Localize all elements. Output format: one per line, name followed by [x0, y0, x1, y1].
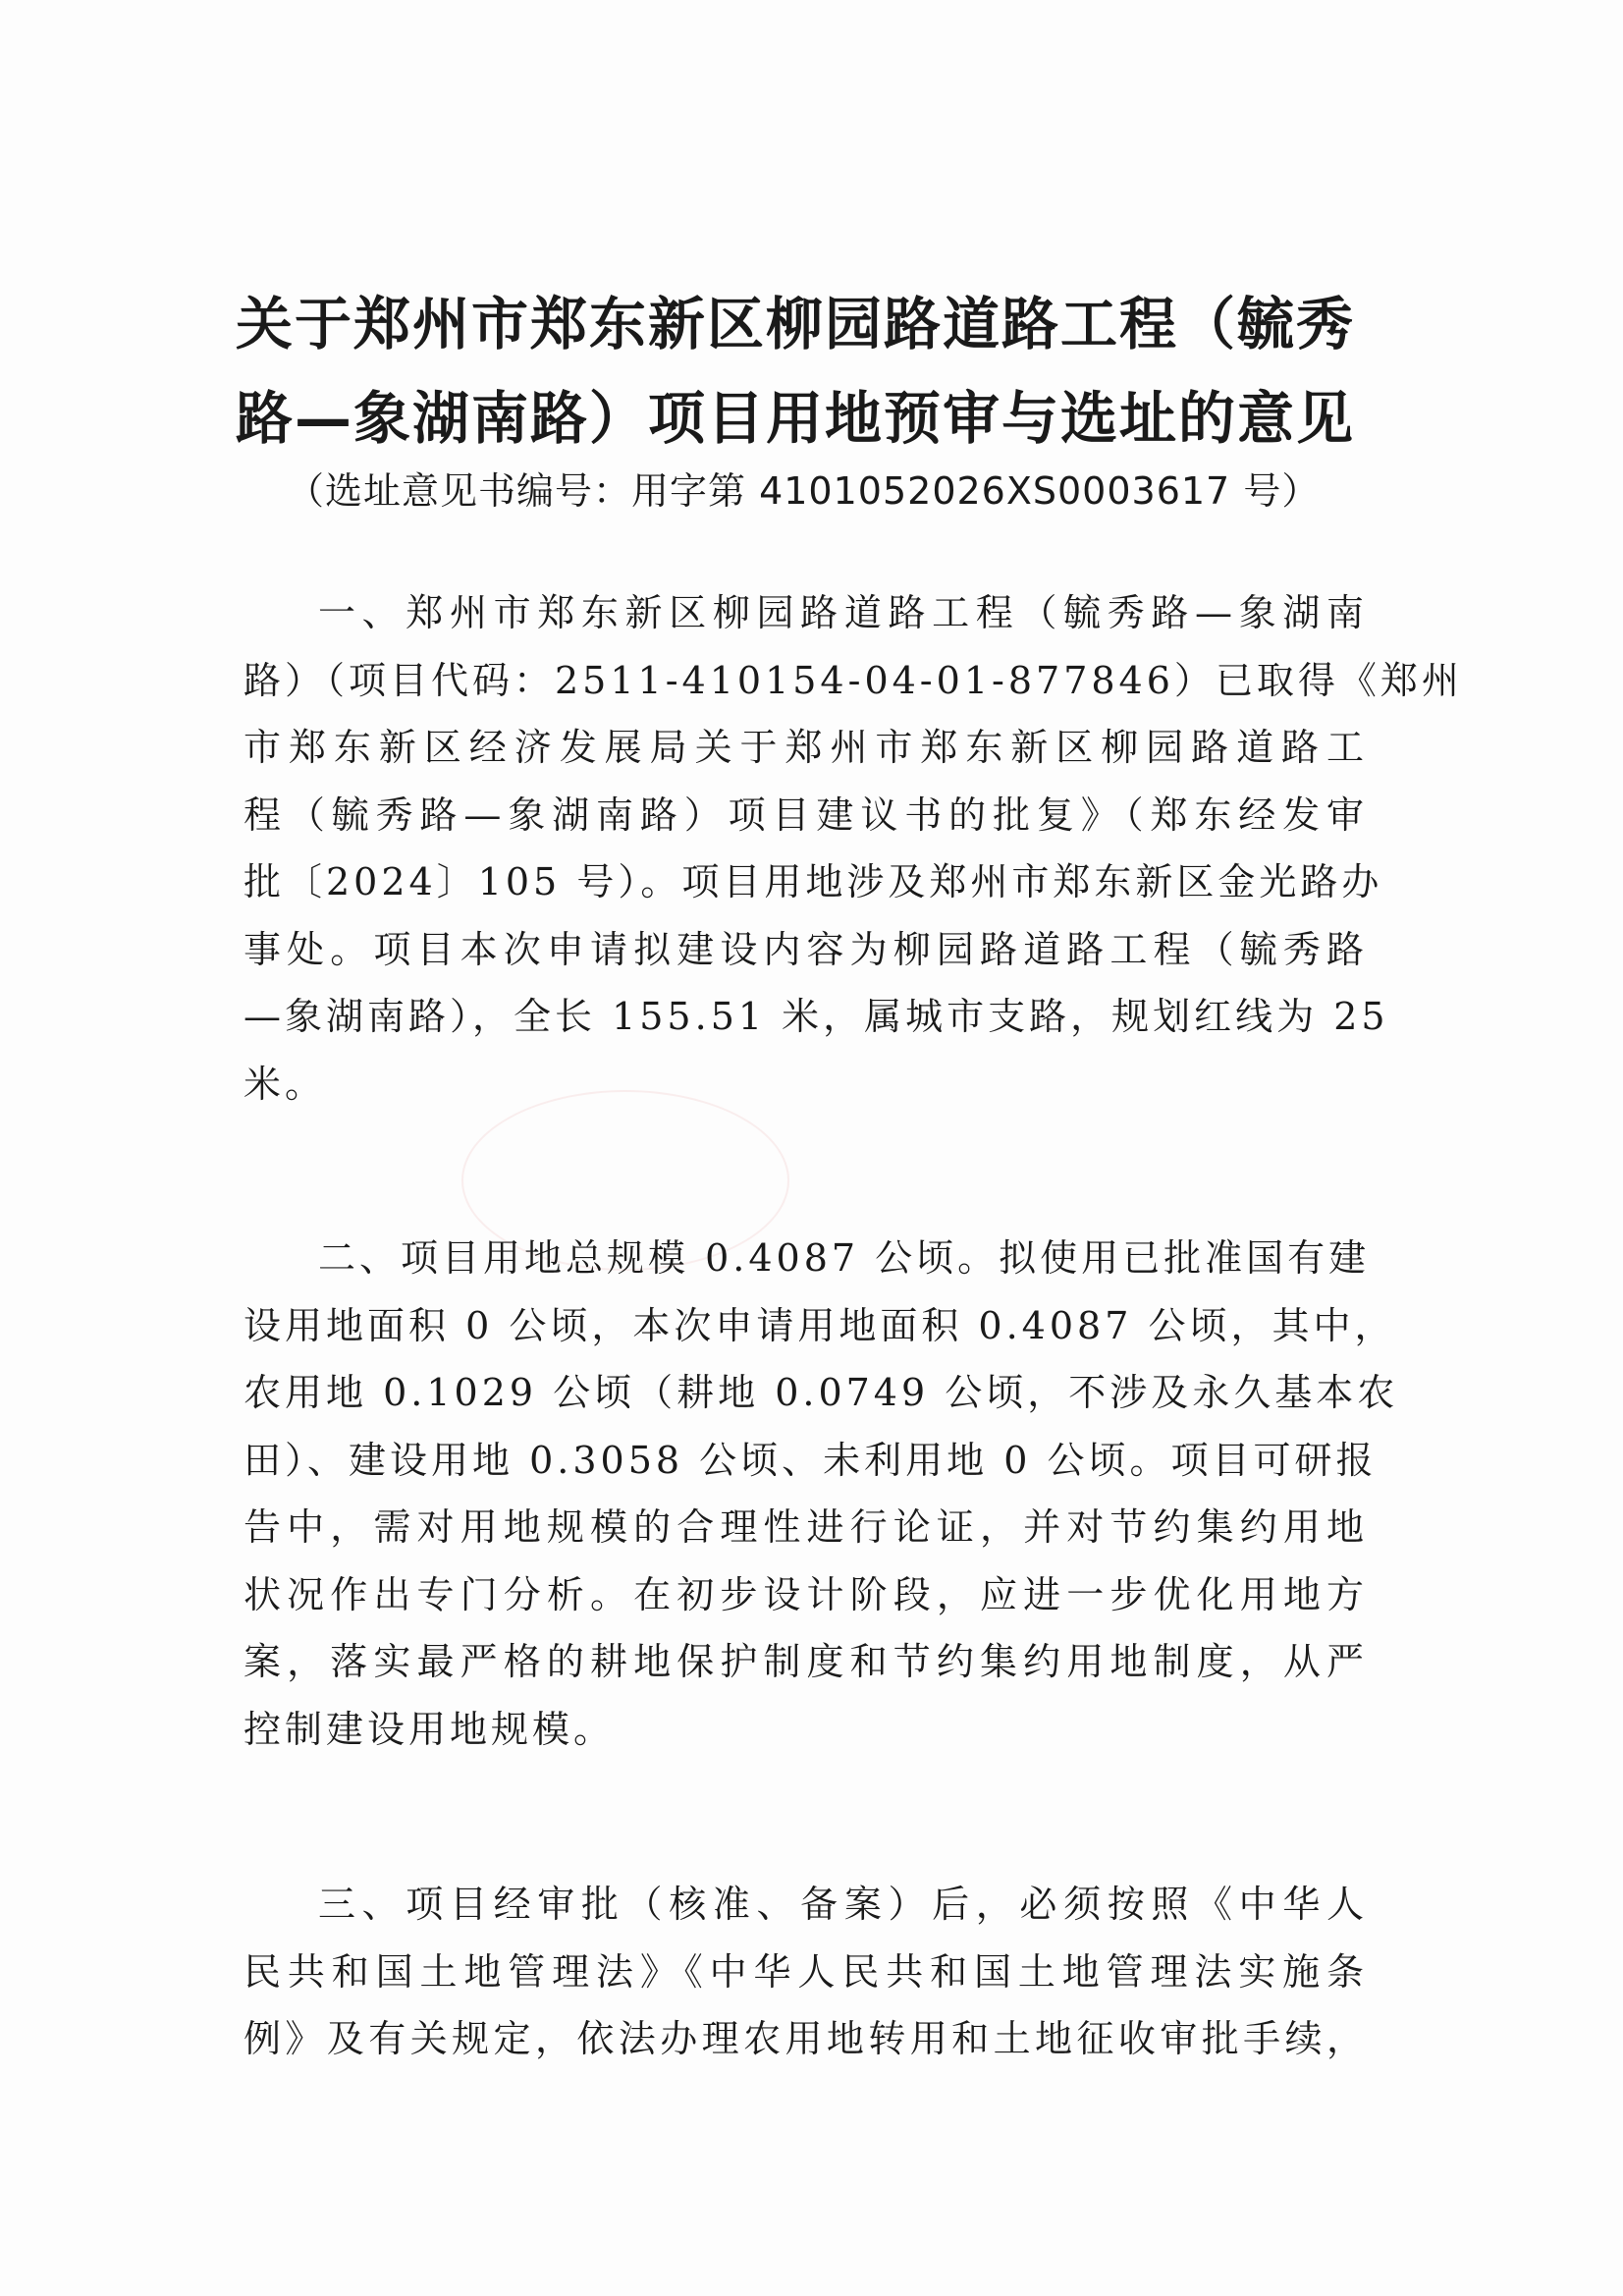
paragraph-line: 一、郑州市郑东新区柳园路道路工程（毓秀路—象湖南	[318, 591, 1368, 634]
document-number: （选址意见书编号：用字第 4101052026XS0003617 号）	[287, 469, 1321, 513]
paragraph-line: 米。	[243, 1062, 327, 1106]
paragraph-2	[243, 1225, 1399, 1763]
paragraph-1	[243, 579, 1463, 1118]
title-line: 路—象湖南路）项目用地预审与选址的意见	[236, 385, 1356, 452]
paragraph-line: 事处。项目本次申请拟建设内容为柳园路道路工程（毓秀路	[243, 927, 1368, 971]
paragraph-line: 程（毓秀路—象湖南路）项目建议书的批复》（郑东经发审	[243, 793, 1368, 837]
paragraph-line: —象湖南路），全长 155.51 米，属城市支路，规划红线为 25	[243, 995, 1389, 1038]
paragraph-line: 市郑东新区经济发展局关于郑州市郑东新区柳园路道路工	[243, 726, 1368, 769]
paragraph-line: 告中，需对用地规模的合理性进行论证，并对节约集约用地	[243, 1505, 1368, 1549]
paragraph-line: 农用地 0.1029 公顷（耕地 0.0749 公顷，不涉及永久基本农	[243, 1371, 1399, 1414]
paragraph-line: 路）（项目代码：2511-410154-04-01-877846）已取得《郑州	[243, 658, 1463, 702]
paragraph-line: 批〔2024〕105 号）。项目用地涉及郑州市郑东新区金光路办	[243, 860, 1383, 903]
document-title	[236, 277, 1394, 465]
paragraph-line: 民共和国土地管理法》《中华人民共和国土地管理法实施条	[243, 1949, 1368, 1994]
title-line: 关于郑州市郑东新区柳园路道路工程（毓秀	[236, 291, 1356, 357]
paragraph-line: 二、项目用地总规模 0.4087 公顷。拟使用已批准国有建	[318, 1236, 1371, 1280]
paragraph-line: 三、项目经审批（核准、备案）后，必须按照《中华人	[318, 1883, 1368, 1926]
paragraph-line: 控制建设用地规模。	[243, 1707, 616, 1751]
paragraph-3	[243, 1871, 1368, 2073]
paragraph-line: 设用地面积 0 公顷，本次申请用地面积 0.4087 公顷，其中，	[243, 1303, 1396, 1347]
paragraph-line: 状况作出专门分析。在初步设计阶段，应进一步优化用地方	[243, 1572, 1368, 1616]
paragraph-line: 田）、建设用地 0.3058 公顷、未利用地 0 公顷。项目可研报	[243, 1438, 1378, 1482]
paragraph-line: 案，落实最严格的耕地保护制度和节约集约用地制度，从严	[243, 1640, 1368, 1683]
paragraph-line: 例》及有关规定，依法办理农用地转用和土地征收审批手续，	[243, 2017, 1368, 2060]
